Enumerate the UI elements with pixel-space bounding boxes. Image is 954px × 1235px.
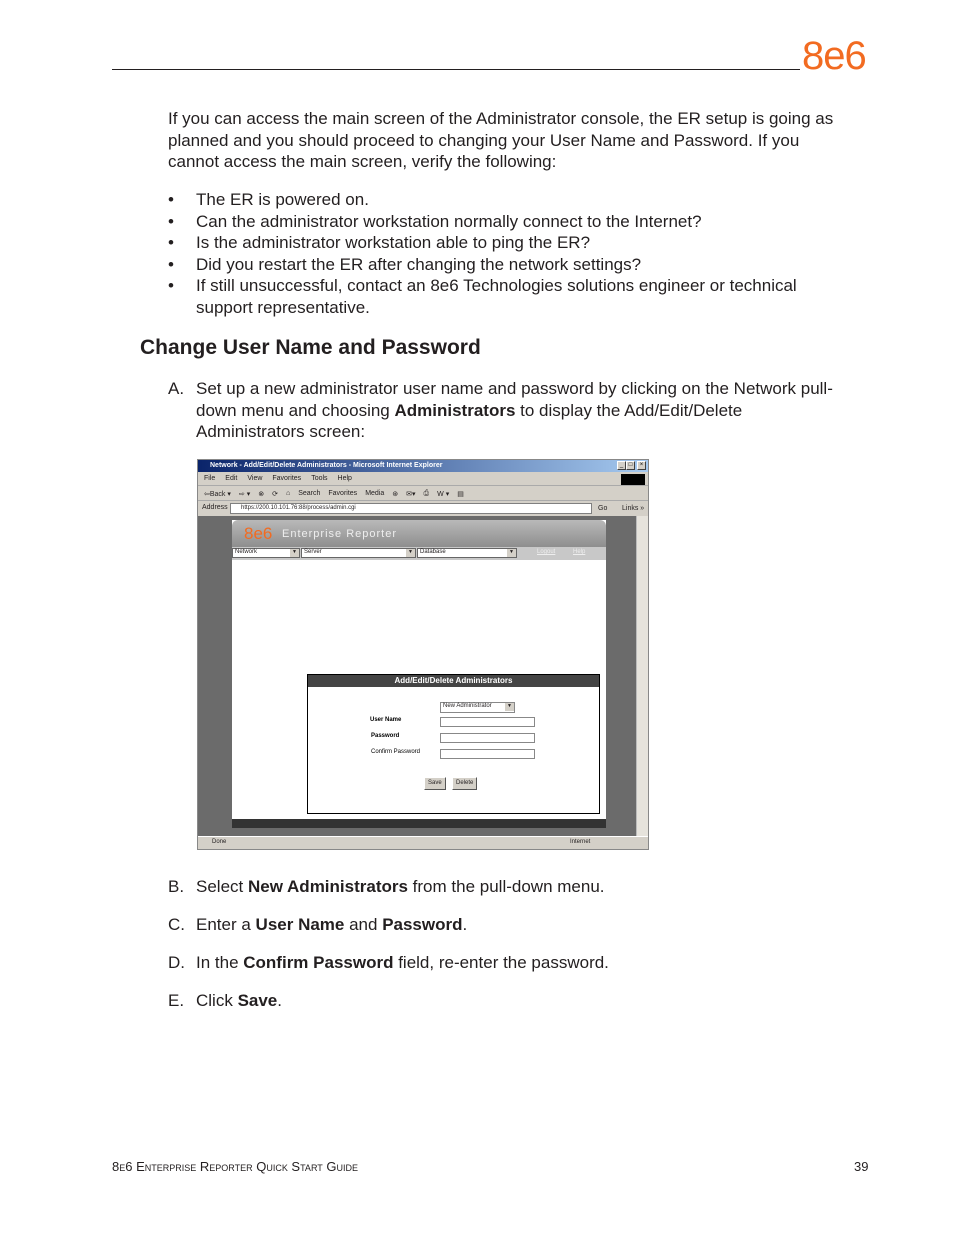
server-select[interactable]	[301, 548, 416, 558]
footer-bar	[232, 819, 606, 828]
chevron-down-icon: ▼	[505, 703, 514, 711]
menu-file[interactable]: File	[204, 475, 216, 482]
minimize-icon[interactable]: _	[617, 461, 626, 470]
page-number: 39	[854, 1159, 869, 1174]
address-label: Address	[202, 504, 228, 511]
menu-edit[interactable]: Edit	[225, 475, 238, 482]
status-text: Done	[212, 839, 227, 845]
favorites-button[interactable]: Favorites	[328, 490, 358, 497]
step-d	[168, 952, 848, 974]
help-link[interactable]: Help	[573, 549, 586, 555]
confirm-password-input[interactable]	[440, 749, 535, 759]
step-b	[168, 876, 848, 898]
list-item: • Did you restart the ER after changing the network settings?	[168, 254, 848, 276]
chevron-down-icon: ▼	[507, 549, 516, 557]
step-text: from the pull-down menu.	[407, 877, 605, 896]
refresh-icon[interactable]: ⟳	[272, 491, 278, 498]
step-bold: Confirm Password	[243, 953, 394, 972]
status-bar	[198, 836, 648, 849]
step-e	[168, 990, 848, 1012]
step-letter: C.	[168, 915, 185, 934]
step-text: .	[277, 991, 282, 1010]
step-bold: Administrators	[394, 400, 516, 420]
admin-dialog	[307, 674, 600, 814]
confirm-password-label: Confirm Password	[371, 749, 421, 755]
app-header	[232, 520, 606, 547]
media-button[interactable]: Media	[365, 490, 385, 497]
step-text: to display the Add/Edit/Delete Administrators screen:	[196, 400, 743, 442]
history-icon[interactable]: ⊛	[392, 491, 399, 498]
zone-text: Internet	[570, 839, 591, 845]
address-input[interactable]: https://200.10.101.76:88/process/admin.cgi	[230, 503, 592, 514]
select-value: New Administrator	[443, 703, 492, 709]
window-title-bar	[198, 460, 648, 472]
select-value: Network	[235, 549, 258, 555]
page-viewport	[198, 516, 636, 836]
section-heading: Change User Name and Password	[140, 336, 481, 359]
print-icon[interactable]: ⎙	[423, 490, 430, 497]
brand-logo: 8e6	[802, 34, 866, 78]
close-icon[interactable]: ×	[637, 461, 646, 470]
step-c	[168, 914, 848, 936]
app-panel	[232, 520, 606, 827]
discuss-icon[interactable]: ▤	[457, 491, 464, 498]
list-item: • Is the administrator workstation able to ping the ER?	[168, 232, 848, 254]
menu-tools[interactable]: Tools	[311, 475, 328, 482]
toolbar	[198, 487, 648, 501]
header-rule	[112, 69, 800, 70]
app-logo: 8e6	[244, 524, 273, 543]
menu-bar	[198, 473, 648, 486]
edit-icon[interactable]: W ▾	[437, 491, 450, 498]
stop-icon[interactable]: ⊗	[258, 491, 265, 498]
select-value: Database	[420, 549, 446, 555]
step-text: Select	[196, 877, 248, 896]
step-letter: E.	[168, 991, 185, 1010]
list-item: • If still unsuccessful, contact an 8e6 Technologies solutions engineer or technical support representative.	[168, 275, 848, 318]
menu-view[interactable]: View	[247, 475, 263, 482]
go-button[interactable]: Go	[598, 505, 608, 512]
list-item: • Can the administrator workstation normally connect to the Internet?	[168, 211, 848, 233]
step-bold: Save	[237, 991, 278, 1010]
database-select[interactable]	[417, 548, 517, 558]
forward-button[interactable]: ⇨ ▾	[238, 491, 251, 498]
password-label: Password	[371, 733, 400, 739]
step-bold: Password	[382, 915, 463, 934]
footer-title: 8e6 Enterprise Reporter Quick Start Guide	[112, 1159, 358, 1174]
step-letter: B.	[168, 877, 185, 896]
links-button[interactable]: Links »	[622, 505, 645, 512]
step-text: field, re-enter the password.	[393, 953, 609, 972]
maximize-icon[interactable]: □	[626, 461, 635, 470]
admin-select[interactable]	[440, 702, 515, 713]
step-text: Enter a	[196, 915, 256, 934]
mail-icon[interactable]: ✉▾	[406, 491, 416, 498]
step-text: Click	[196, 991, 238, 1010]
network-select[interactable]	[232, 548, 300, 558]
chevron-down-icon: ▼	[406, 549, 415, 557]
chevron-down-icon: ▼	[290, 549, 299, 557]
step-bold: New Administrators	[247, 877, 408, 896]
delete-button[interactable]: Delete	[452, 777, 477, 790]
select-value: Server	[304, 549, 322, 555]
step-bold: User Name	[255, 915, 345, 934]
window-title: Network - Add/Edit/Delete Administrators - Microsoft Internet Explorer	[210, 462, 443, 469]
password-input[interactable]	[440, 733, 535, 743]
list-item: • The ER is powered on.	[168, 189, 848, 211]
user-name-label: User Name	[370, 717, 402, 723]
menu-favorites[interactable]: Favorites	[272, 475, 302, 482]
step-text: .	[462, 915, 468, 934]
intro-paragraph: If you can access the main screen of the Administrator console, the ER setup is going as planned and you should proceed to changing your User Name and Password. If you cannot access the main screen, verify the following:	[168, 109, 834, 172]
step-text: Set up a new administrator user name and password by clicking on the Network pull-down menu and choosing	[196, 379, 833, 420]
step-text: In the	[196, 953, 244, 972]
app-name: Enterprise Reporter	[282, 528, 397, 540]
vertical-scrollbar[interactable]	[636, 516, 648, 836]
nav-row	[232, 547, 606, 560]
menu-help[interactable]: Help	[337, 475, 352, 482]
back-button[interactable]: ⇦Back ▾	[204, 491, 231, 498]
step-text: and	[344, 915, 383, 934]
checklist	[168, 189, 848, 319]
user-name-input[interactable]	[440, 717, 535, 727]
step-letter: D.	[168, 953, 185, 972]
home-icon[interactable]: ⌂	[285, 490, 291, 497]
save-button[interactable]: Save	[424, 777, 446, 790]
dialog-title: Add/Edit/Delete Administrators	[308, 675, 599, 687]
logout-link[interactable]: Logout	[537, 549, 556, 555]
windows-logo-icon	[621, 474, 645, 485]
browser-screenshot	[197, 459, 649, 850]
step-a	[168, 378, 848, 443]
search-button[interactable]: Search	[298, 490, 321, 497]
step-letter: A.	[168, 379, 185, 398]
